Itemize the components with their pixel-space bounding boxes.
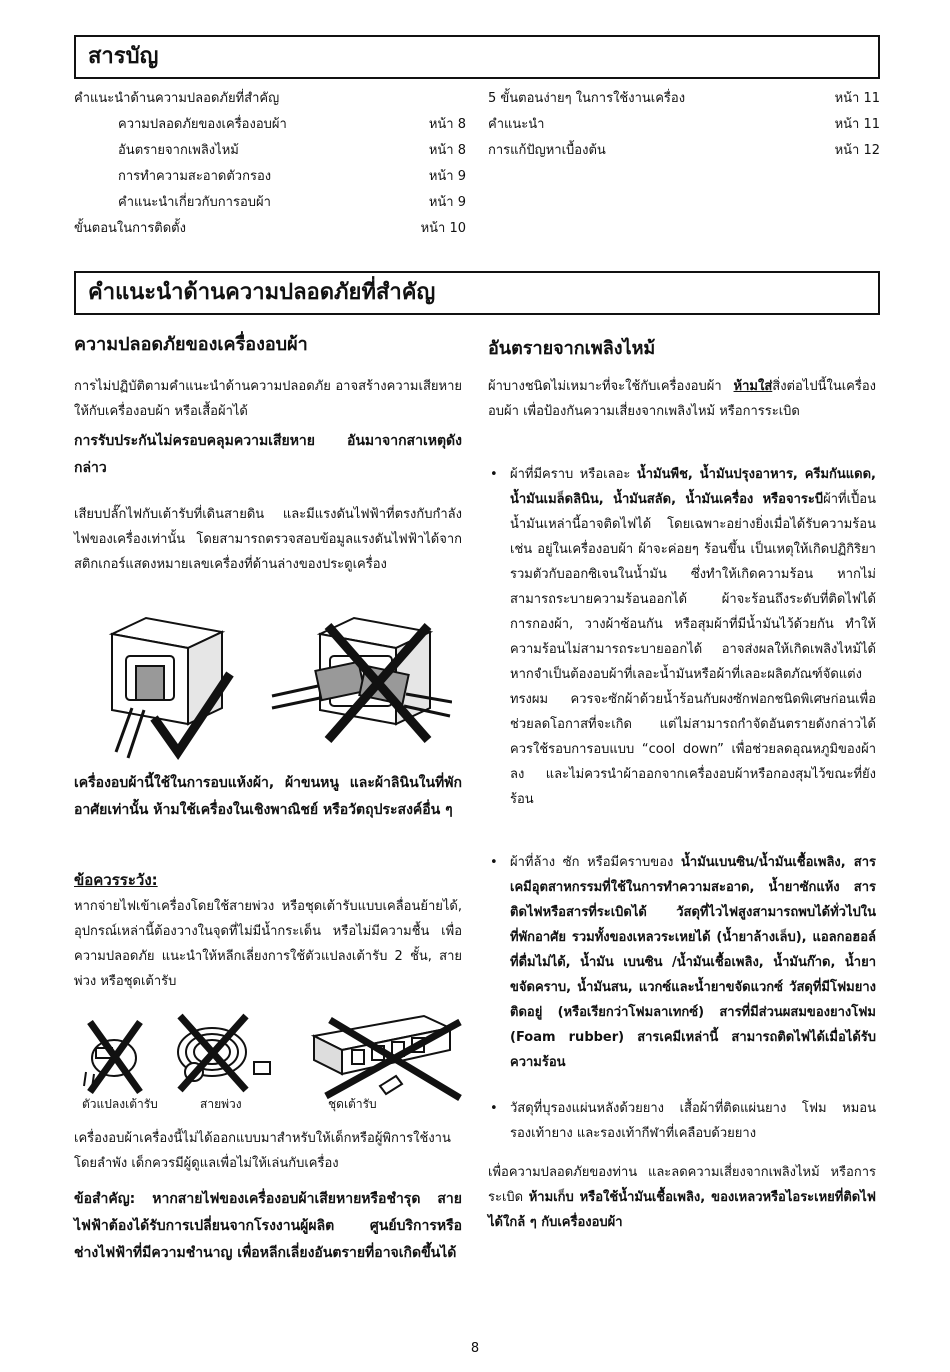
important-notice: ข้อสำคัญ: หากสายไฟของเครื่องอบผ้าเสียหายหรือชำรุด สายไฟฟ้าต้องได้รับการเปลี่ยนจากโรงงานผู้ผลิต ศูนย์บริการหรือช่างไฟฟ้าที่มีความชำนาญ เพื่อหลีกเลี่ยงอันตรายที่อาจเกิดขึ้นได้ [74, 1191, 462, 1261]
toc-page: หน้า 11 [834, 91, 880, 106]
toc-label: การทำความสะอาดตัวกรอง [118, 169, 272, 184]
paragraph: เพื่อความปลอดภัยของท่าน และลดความเสี่ยงจากเพลิงไหม้ หรือการระเบิด ห้ามเก็บ หรือใช้น้ำมันเชื้อเพลิง, ของเหลวหรือไอระเหยที่ติดไฟได้ใกล้ ๆ กับเครื่องอบผ้า [488, 1165, 876, 1230]
toc-row[interactable] [74, 138, 466, 164]
toc-title: สารบัญ [74, 35, 880, 79]
toc-label: 5 ขั้นตอนง่ายๆ ในการใช้งานเครื่อง [488, 91, 686, 106]
toc-page: หน้า 8 [428, 143, 466, 158]
section-heading-fire-hazard: อันตรายจากเพลิงไหม้ [488, 338, 656, 359]
toc-label: คำแนะนำ [488, 117, 545, 132]
toc-label: ขั้นตอนในการติดตั้ง [74, 221, 186, 236]
toc-label: คำแนะนำเกี่ยวกับการอบผ้า [118, 195, 271, 210]
toc-label: การแก้ปัญหาเบื้องต้น [488, 143, 606, 158]
toc-left-column [74, 86, 466, 242]
usage-notice: เครื่องอบผ้านี้ใช้ในการอบแห้งผ้า, ผ้าขนหนู และผ้าลินินในที่พักอาศัยเท่านั้น ห้ามใช้เครื่องในเชิงพาณิชย์ หรือวัตถุประสงค์อื่น ๆ [74, 775, 462, 818]
toc-page: หน้า 11 [834, 117, 880, 132]
toc-page: หน้า 12 [834, 143, 880, 158]
safety-title: คำแนะนำด้านความปลอดภัยที่สำคัญ [74, 271, 880, 315]
paragraph: เสียบปลั๊กไฟกับเต้ารับที่เดินสายดิน และมีแรงดันไฟฟ้าที่ตรงกับกำลังไฟของเครื่องเท่านั้น โดยสามารถตรวจสอบข้อมูลแรงดันไฟฟ้าได้จากสติกเกอร์แสดงหมายเลขเครื่องที่ด้านล่างของประตูเครื่อง [74, 507, 462, 572]
paragraph: การไม่ปฏิบัติตามคำแนะนำด้านความปลอดภัย อาจสร้างความเสียหายให้กับเครื่องอบผ้า หรือเสื้อผ้าได้ [74, 379, 462, 419]
toc-page: หน้า 8 [428, 117, 466, 132]
paragraph: เครื่องอบผ้าเครื่องนี้ไม่ได้ออกแบบมาสำหรับให้เด็กหรือผู้พิการใช้งานโดยลำพัง เด็กควรมีผู้ดูแลเพื่อไม่ให้เล่นกับเครื่อง [74, 1131, 451, 1171]
extension-cord-icon [178, 1016, 270, 1090]
toc-right-column [488, 86, 880, 164]
incorrect-plug-icon [272, 618, 452, 740]
bullet-item: • ผ้าที่ล้าง ซัก หรือมีคราบของ น้ำมันเบนซิน/น้ำมันเชื้อเพลิง, สารเคมีอุตสาหกรรมที่ใช้ในการทำความสะอาด, น้ำยาซักแห้ง สารติดไฟหรือสารที่ระเบิดได้ วัสดุที่ไวไฟสูงสามารถพบได้ทั่วไปในที่พักอาศัย รวมทั้งของเหลวระเหยได้ (น้ำยาล้างเล็บ), แอลกอฮอล์ที่ดื่มไม่ได้, น้ำมัน เบนซิน /น้ำมันเชื้อเพลิง, น้ำมันก๊าด, น้ำยาขจัดคราบ, น้ำมันสน, แวกซ์และน้ำยาขจัดแวกซ์ วัสดุที่มีโฟมยางติดอยู่ (หรือเรียกว่าโฟมลาเทกซ์) สารที่มีส่วนผสมของยางโฟม (Foam rubber) สารเคมีเหล่านี้ สามารถติดไฟได้เมื่อได้รับความร้อน [490, 855, 876, 1070]
toc-label: ความปลอดภัยของเครื่องอบผ้า [118, 117, 287, 132]
toc-row[interactable] [74, 86, 466, 112]
caption-power-strip: ชุดเต้ารับ [328, 1097, 377, 1111]
toc-row[interactable] [488, 86, 880, 112]
caption-double-adapter: ตัวแปลงเต้ารับ [82, 1097, 158, 1111]
correct-plug-icon [112, 618, 230, 758]
toc-label: คำแนะนำด้านความปลอดภัยที่สำคัญ [74, 91, 280, 106]
toc-label: อันตรายจากเพลิงไหม้ [118, 143, 239, 158]
section-heading-dryer-safety: ความปลอดภัยของเครื่องอบผ้า [74, 334, 308, 355]
warranty-notice: การรับประกันไม่ครอบคลุมความเสียหาย อันมาจากสาเหตุดังกล่าว [74, 433, 462, 476]
caption-extension-cord: สายพ่วง [200, 1097, 242, 1111]
paragraph: ผ้าบางชนิดไม่เหมาะที่จะใช้กับเครื่องอบผ้า ห้ามใส่สิ่งต่อไปนี้ในเครื่องอบผ้า เพื่อป้องกันความเสี่ยงจากเพลิงไหม้ หรือการระเบิด [488, 379, 876, 419]
bullet-item: • วัสดุที่บุรองแผ่นหลังด้วยยาง เสื้อผ้าที่ติดแผ่นยาง โฟม หมอน รองเท้ายาง และรองเท้ากีฬาที่เคลือบด้วยยาง [490, 1101, 876, 1141]
page-number: 8 [470, 1341, 480, 1356]
toc-row[interactable] [74, 112, 466, 138]
toc-row[interactable] [74, 164, 466, 190]
toc-row[interactable] [74, 190, 466, 216]
plug-socket-illustration [92, 612, 452, 762]
power-strip-icon [314, 1016, 460, 1098]
caution-heading: ข้อควรระวัง: [74, 871, 158, 889]
toc-row[interactable] [74, 216, 466, 242]
paragraph: หากจ่ายไฟเข้าเครื่องโดยใช้สายพ่วง หรือชุดเต้ารับแบบเคลื่อนย้ายได้, อุปกรณ์เหล่านี้ต้องวางในจุดที่ไม่มีน้ำกระเด็น หรือไม่มีความชื้น เพื่อความปลอดภัย แนะนำให้หลีกเลี่ยงการใช้ตัวแปลงเต้ารับ 2 ชั้น, สายพ่วง หรือชุดเต้ารับ [74, 899, 462, 989]
toc-page: หน้า 10 [420, 221, 466, 236]
toc-page: หน้า 9 [428, 195, 466, 210]
adapters-illustration [80, 1012, 470, 1102]
toc-row[interactable] [488, 112, 880, 138]
toc-row[interactable] [488, 138, 880, 164]
double-adapter-icon [84, 1022, 140, 1092]
bullet-item: • ผ้าที่มีคราบ หรือเลอะ น้ำมันพืช, น้ำมันปรุงอาหาร, ครีมกันแดด, น้ำมันเมล็ดลินิน, น้ำมันสลัด, น้ำมันเครื่อง หรือจาระบีผ้าที่เปื้อนน้ำมันเหล่านี้อาจติดไฟได้ โดยเฉพาะอย่างยิ่งเมื่อได้รับความร้อน เช่น อยู่ในเครื่องอบผ้า ผ้าจะค่อยๆ ร้อนขึ้น เป็นเหตุให้เกิดปฏิกิริยารวมตัวกับออกซิเจนในน้ำมัน ซึ่งทำให้เกิดความร้อน หากไม่สามารถระบายความร้อนออกได้ ผ้าจะร้อนถึงระดับที่ติดไฟได้ การกองผ้า, วางผ้าซ้อนกัน หรือสุมผ้าที่มีน้ำมันไว้ด้วยกัน ทำให้ความร้อนไม่สามารถระบายออกได้ อาจส่งผลให้เกิดเพลิงไหม้ได้ หากจำเป็นต้องอบผ้าที่เลอะน้ำมันหรือผ้าที่เลอะผลิตภัณฑ์จัดแต่งทรงผม ควรจะซักผ้าด้วยน้ำร้อนกับผงซักฟอกชนิดพิเศษก่อนเพื่อช่วยลดโอกาสที่จะเกิด แต่ไม่สามารถกำจัดอันตรายดังกล่าวได้ ควรใช้รอบการอบแบบ “cool down” เพื่อช่วยลดอุณหภูมิของผ้าลง และไม่ควรนำผ้าออกจากเครื่องอบผ้าหรือกองสุมไว้ขณะที่ยังร้อน [490, 467, 876, 807]
toc-page: หน้า 9 [428, 169, 466, 184]
